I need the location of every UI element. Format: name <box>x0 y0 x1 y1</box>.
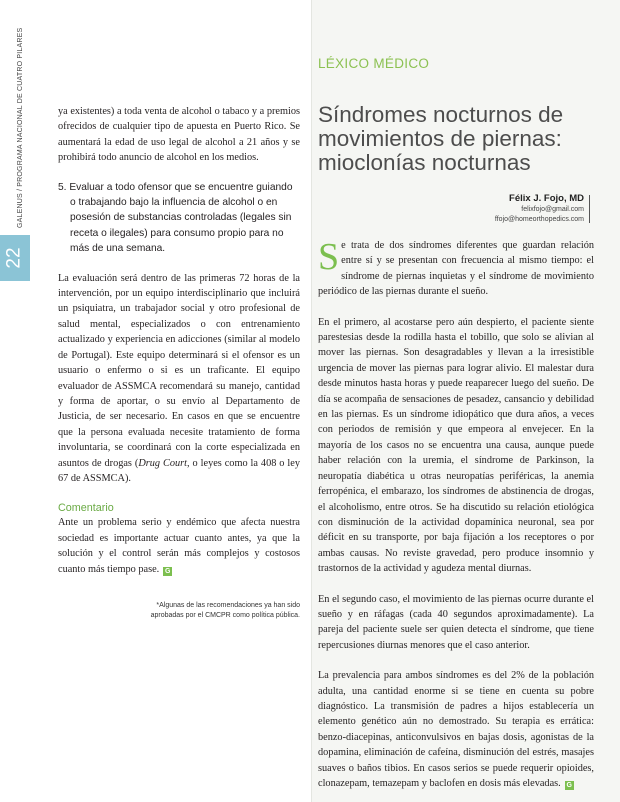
footnote: *Algunas de las recomendaciones ya han sido aprobadas por el CMCPR como política pública. <box>150 601 300 619</box>
left-paragraph-1: ya existentes) a toda venta de alcohol o tabaco y a premios ofrecidos de cualquier tipo de apuesta en Puerto Rico. Se aumentará la edad de uso legal de alcohol a 21 años y se prohibirá todo anuncio de alcohol en los medios. <box>58 106 300 164</box>
article-paragraph-1: Se trata de dos síndromes diferentes que guardan relación entre sí y se presentan con frecuencia al mismo tiempo: el síndrome de piernas inquietas y el síndrome de movimiento periódico de las piernas durante el sueño. <box>318 236 594 298</box>
end-mark-icon: G <box>566 782 572 789</box>
section-label: LÉXICO MÉDICO <box>318 56 430 71</box>
drug-court-term: Drug Court <box>138 457 188 469</box>
article-paragraph-2: En el primero, al acostarse pero aún despierto, el paciente siente parestesias desde la rodilla hasta el tobillo, que solo se alivian al mover las piernas. Son desagradables y llevan a la irresistible urgencia de mover las piernas para lograr alivio. El malestar dura desde minutos hasta horas y puede reaparecer luego del sueño. De día se acompaña de sensaciones de pesadez, cansancio y debilidad en las piernas. Es un síndrome idiopático que dura años, a veces con periodos de remisión y que empeora al envejecer. En la mayoría de los casos no se encuentra una causa, aunque puede haber relación con la uremia, el síndrome de Parkinson, la neuropatía diabética u otras neuropatías periféricas, la anemia ferropénica, el embarazo, los síndromes de abstinencia de drogas, el alcoholismo, entre otros. Se ha discutido su relación etiológica con disminución de la actividad dopamínica neuronal, sea por déficit en su transporte, por baja fijación a los receptores o por ambas causas. No reviste gravedad, pero produce insomnio y trastornos de la actividad y agudeza mental diurnas. <box>318 316 594 575</box>
drop-cap: S <box>318 236 340 278</box>
comentario-paragraph: Ante un problema serio y endémico que afecta nuestra sociedad es importante actuar cuanto antes, ya que la solución y el control serán más complejos y costosos cuanto más tiempo pase. G <box>58 517 300 575</box>
article-paragraph-4: La prevalencia para ambos síndromes es del 2% de la población adulta, una cantidad enorme si se tiene en cuenta su pobre diagnóstico. La transmisión de padres a hijos establecería un elemento genético aún no demostrado. Su terapia es errática: benzo-diacepinas, anticonvulsivos en bajas dosis, agonistas de la dopamina, eliminación de cafeína, disminución del estrés, masajes suaves o baños tibios. En casos serios se puede requerir opioides, clonazepam, temazepam y baclofen en dosis más elevadas. G <box>318 670 594 789</box>
end-mark-icon: G <box>165 567 171 575</box>
list-item-5: 5. Evaluar a todo ofensor que se encuentre guiando o trabajando bajo la influencia de alcohol o en posesión de substancias controladas (legales sin receta o ilegales) para consumo propio para no más de una semana. <box>58 181 293 255</box>
page-number: 22 <box>3 247 25 269</box>
byline <box>318 193 584 224</box>
author-email-2: ffojo@homeorthopedics.com <box>494 215 584 223</box>
column-divider <box>311 0 312 802</box>
byline-rule <box>589 195 590 223</box>
author-email-1: felixfojo@gmail.com <box>521 206 584 213</box>
left-column <box>58 104 300 621</box>
running-head: GALENUS / PROGRAMA NACIONAL DE CUATRO PILARES <box>17 27 24 228</box>
author-name: Félix J. Fojo, MD <box>509 193 584 204</box>
comentario-heading: Comentario <box>58 502 114 515</box>
evaluation-paragraph: La evaluación será dentro de las primeras 72 horas de la intervención, por un equipo interdisciplinario que incluirá un psiquiatra, un trabajador social y otro profesional de salud mental, especializados o con entrenamiento actualizado y experiencia en adicciones (similar al modelo de Portugal). Este equipo determinará si el ofensor es un usuario o enfermo o si es un traficante. El equipo evaluador de ASSMCA recomendará su manejo, cantidad y forma de aportar, o su envío al Departamento de Justicia, de ser necesario. En casos en que se encuentre que la persona evaluada necesite tratamiento de forma involuntaria, se coordinará con la corte especializada en asuntos de drogas (Drug Court, o leyes como la 408 o ley 67 de ASSMCA). <box>58 272 300 484</box>
article-paragraph-3: En el segundo caso, el movimiento de las piernas ocurre durante el sueño y en ráfagas (cada 40 segundos aproximadamente). La pareja del paciente suele ser quien detecta el síndrome, que tiene repercusiones diurnas menores que el caso anterior. <box>318 593 594 651</box>
margin-strip <box>0 0 30 802</box>
article-title: Síndromes nocturnos de movimientos de piernas: mioclonías nocturnas <box>318 102 564 175</box>
article-body <box>318 238 594 802</box>
